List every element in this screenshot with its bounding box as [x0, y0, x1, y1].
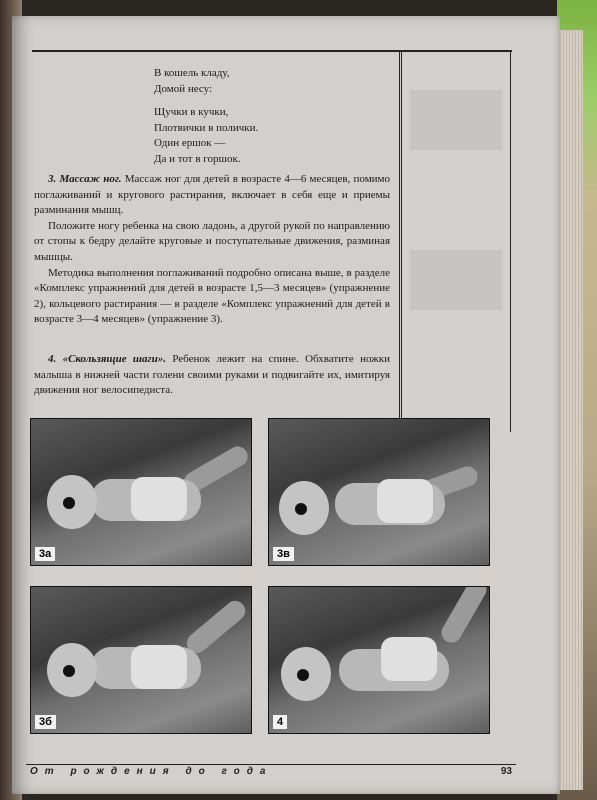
photo-marker	[297, 669, 309, 681]
book-page	[12, 16, 560, 794]
poem	[154, 66, 258, 175]
poem-line: Щучки в кучки,	[154, 106, 229, 118]
photo-diaper	[381, 637, 437, 681]
paragraph-text: Методика выполнения поглаживаний подробно описана выше, в разделе «Комплекс упражнений для детей в возрасте 1,5—3 месяцев» (упражнение 2), кольцевого растирания — в разделе «Комплекс упражнений для детей в возрасте 3—4 месяцев» (упражнение 3).	[34, 266, 390, 326]
photo-diaper	[131, 645, 187, 689]
photo-diaper	[377, 479, 433, 523]
section-heading: 4. «Скользящие шаги».	[48, 353, 166, 365]
poem-line: Домой несу:	[154, 82, 213, 95]
bleed-through-block	[410, 250, 502, 310]
paragraph	[34, 219, 390, 266]
paragraph	[34, 172, 390, 219]
photo-3v	[268, 418, 490, 566]
poem-line: Один ершок —	[154, 137, 226, 149]
section-4	[34, 352, 390, 399]
poem-line: Да и тот в горшок.	[154, 152, 241, 165]
bleed-through-block	[410, 90, 502, 150]
photo-label: 3б	[35, 715, 56, 729]
side-column	[401, 50, 511, 432]
photo-diaper	[131, 477, 187, 521]
photo-marker	[63, 497, 75, 509]
section-heading: 3. Массаж ног.	[48, 173, 122, 185]
photo-label: 3а	[35, 547, 55, 561]
page-number: 93	[500, 766, 512, 777]
running-title: От рождения до года	[30, 766, 273, 777]
photo-4	[268, 586, 490, 734]
paragraph-text: Массаж ног для детей в возрасте 4—6 месяцев, помимо поглаживаний и кругового растирания, включает в себя еще и приемы разминания мышц.	[34, 173, 391, 217]
photo-label: 3в	[273, 547, 294, 561]
poem-line: В кошель кладу,	[154, 67, 230, 79]
poem-stanza	[154, 66, 258, 97]
photo-marker	[63, 665, 75, 677]
paragraph-text: Положите ногу ребенка на свою ладонь, а другой рукой по направлению от стопы к бедру делайте круговые и поступательные движения, разминая мышцы.	[34, 219, 390, 263]
photo-hand	[183, 597, 249, 657]
paragraph-text: Ребенок лежит на спине. Обхватите ножки малыша в нижней части голени своими руками и подвигайте их, имитируя движения ног велосипедиста.	[34, 353, 391, 397]
poem-line: Плотвички в полички.	[154, 121, 259, 134]
paragraph	[34, 352, 390, 399]
poem-stanza	[154, 105, 258, 167]
page-footer	[26, 764, 516, 780]
section-3	[34, 172, 390, 328]
photo-3b	[30, 586, 252, 734]
photo-grid	[30, 418, 504, 736]
photo-label: 4	[273, 715, 287, 729]
photo-3a	[30, 418, 252, 566]
photo-hand	[438, 586, 490, 646]
photo-marker	[295, 503, 307, 515]
paragraph	[34, 266, 390, 328]
